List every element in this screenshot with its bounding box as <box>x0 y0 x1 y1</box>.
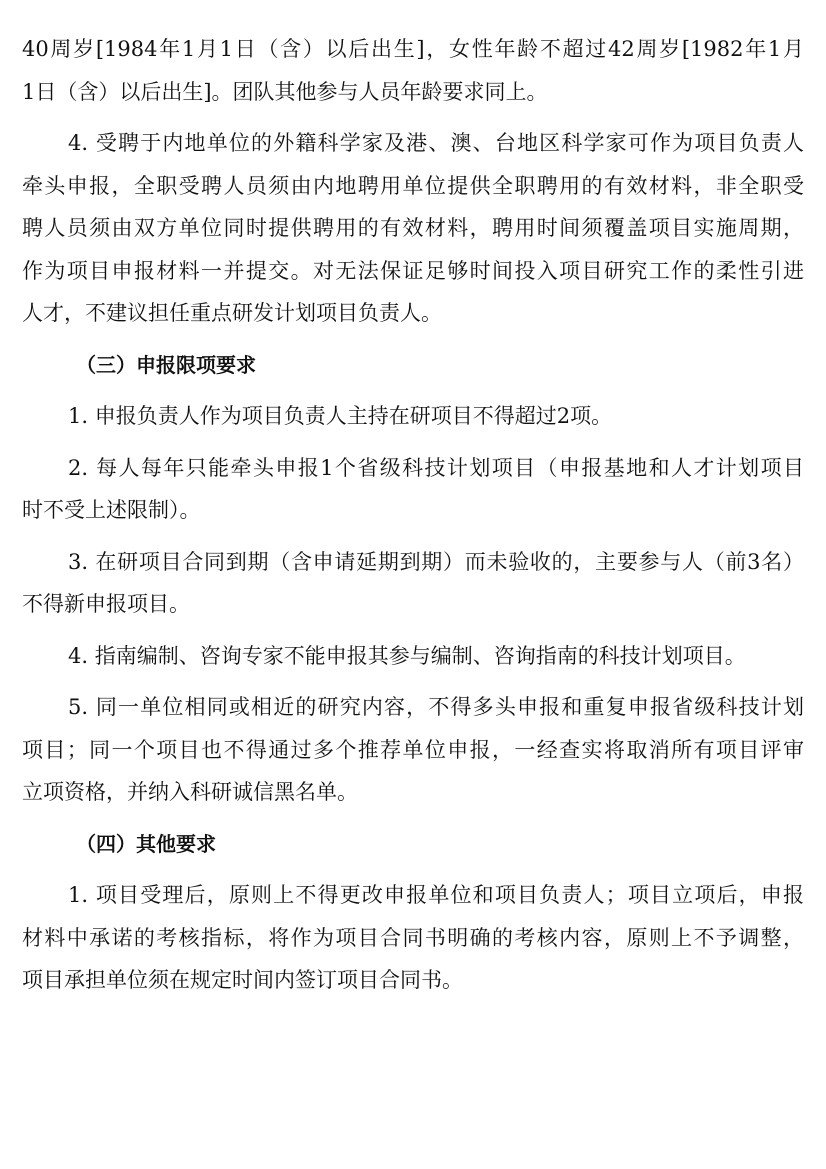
text-line: 项目承担单位须在规定时间内签订项目合同书。 <box>22 968 463 992</box>
text-line: 人才，不建议担任重点研发计划项目负责人。 <box>22 301 442 325</box>
text-line: 4. 指南编制、咨询专家不能申报其参与编制、咨询指南的科技计划项目。 <box>68 643 746 668</box>
text-line: 项目；同一个项目也不得通过多个推荐单位申报，一经查实将取消所有项目评审 <box>22 737 804 762</box>
list-item <box>22 541 804 626</box>
list-item <box>22 395 804 438</box>
paragraph-foreign-scientists <box>22 122 804 335</box>
text-line: 1. 项目受理后，原则上不得更改申报单位和项目负责人；项目立项后，申报 <box>68 883 804 907</box>
text-line: 不得新申报项目。 <box>22 592 190 616</box>
text-line: 立项资格，并纳入科研诚信黑名单。 <box>22 780 358 804</box>
paragraph-age-requirement <box>22 28 804 113</box>
text-line: 40周岁[1984年1月1日（含）以后出生]，女性年龄不超过42周岁[1982年1月 <box>22 37 804 61</box>
text-line: 材料中承诺的考核指标，将作为项目合同书明确的考核内容，原则上不予调整， <box>22 925 804 950</box>
text-line: 5. 同一单位相同或相近的研究内容，不得多头申报和重复申报省级科技计划 <box>68 695 804 719</box>
text-line: 时不受上述限制）。 <box>22 498 201 522</box>
text-line: 3. 在研项目合同到期（含申请延期到期）而未验收的，主要参与人（前3名） <box>68 549 804 574</box>
text-line: 4. 受聘于内地单位的外籍科学家及港、澳、台地区科学家可作为项目负责人 <box>68 131 804 155</box>
section-heading-limits: （三）申报限项要求 <box>76 352 256 377</box>
text-line: 2. 每人每年只能牵头申报1个省级科技计划项目（申报基地和人才计划项目 <box>68 455 804 480</box>
text-line: 牵头申报，全职受聘人员须由内地聘用单位提供全职聘用的有效材料，非全职受 <box>22 173 804 198</box>
text-line: 1日（含）以后出生]。团队其他参与人员年龄要求同上。 <box>22 79 548 104</box>
text-line: 1. 申报负责人作为项目负责人主持在研项目不得超过2项。 <box>68 404 613 428</box>
list-item <box>22 635 804 678</box>
section-heading-other: （四）其他要求 <box>76 831 216 856</box>
list-item <box>22 447 804 532</box>
list-item <box>22 874 804 1002</box>
text-line: 聘人员须由双方单位同时提供聘用的有效材料，聘用时间须覆盖项目实施周期， <box>22 216 804 240</box>
text-line: 作为项目申报材料一并提交。对无法保证足够时间投入项目研究工作的柔性引进 <box>22 258 804 283</box>
list-item <box>22 686 804 814</box>
